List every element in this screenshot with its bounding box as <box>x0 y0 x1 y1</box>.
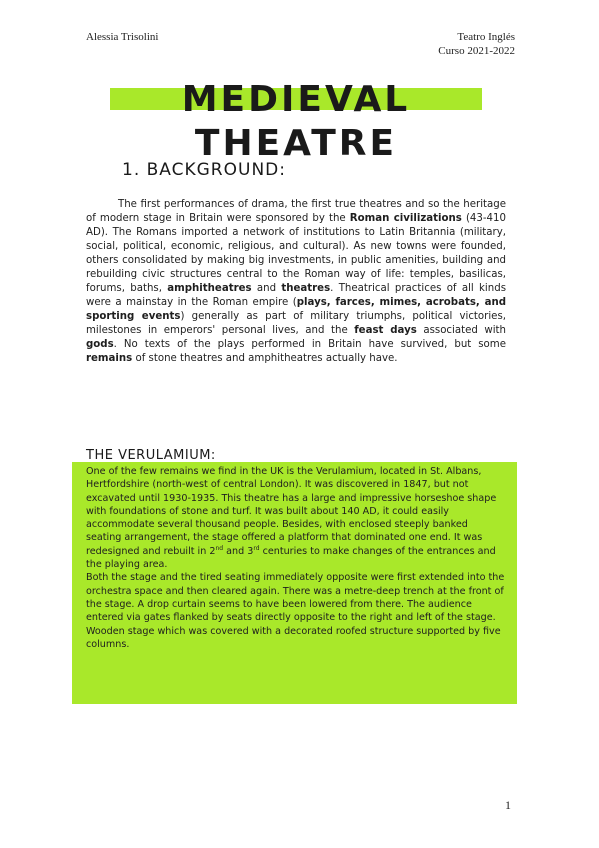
verulamium-paragraph-1: One of the few remains we find in the UK is the Verulamium, located in St. Albans, Hertfordshire (north-west of central London). It was discovered in 1847, but not excavated until 1930-1935. This theatre has a large and impressive horseshoe shape with foundations of stone and turf. It was built about 140 AD, it could easily accommodate several thousand people. Besides, with enclosed steeply banked seating arrangement, the stage offered a platform that dominated one end. It was redesigned and rebuilt in 2nd and 3rd centuries to make changes of the entrances and the playing area. <box>86 466 497 571</box>
page-number: 1 <box>505 798 511 812</box>
header-author: Alessia Trisolini <box>86 31 159 43</box>
header-right <box>438 30 515 58</box>
bold-term: feast days <box>354 325 417 336</box>
section-heading-verulamium: THE VERULAMIUM: <box>86 448 216 463</box>
verulamium-text <box>86 465 506 651</box>
bold-term: Roman civilizations <box>349 213 462 224</box>
bold-term: amphitheatres <box>167 283 252 294</box>
section-heading-background: 1. BACKGROUND: <box>122 160 286 180</box>
header-course: Curso 2021-2022 <box>438 45 515 57</box>
verulamium-paragraph-2: Both the stage and the tired seating immediately opposite were first extended into the orchestra space and then cleared again. There was a metre-deep trench at the front of the stage. A drop curtain seems to have been lowered from there. The audience entered via gates flanked by seats directly opposite to the right and left of the stage. Wooden stage which was covered with a decorated roofed structure supported by five columns. <box>86 572 505 650</box>
bold-term: gods <box>86 339 114 350</box>
page-title: MEDIEVAL THEATRE <box>181 79 411 164</box>
bold-term: remains <box>86 353 133 364</box>
header-subject: Teatro Inglés <box>457 31 515 43</box>
background-paragraph: The first performances of drama, the first true theatres and so the heritage of modern stage in Britain were sponsored by the Roman civilizations (43-410 AD). The Romans imported a network of institutions to Latin Britannia (military, social, political, economic, religious, and cultural). As new towns were founded, others consolidated by making big investments, in public amenities, building and rebuilding civic structures central to the Roman way of life: temples, basilicas, forums, baths, amphitheatres and theatres. Theatrical practices of all kinds were a mainstay in the Roman empire (plays, farces, mimes, acrobats, and sporting events) generally as part of military triumphs, political victories, milestones in emperors' personal lives, and the feast days associated with gods. No texts of the plays performed in Britain have survived, but some remains of stone theatres and amphitheatres actually have. <box>86 199 506 364</box>
bold-term: plays, farces, mimes, acrobats, and sporting events <box>86 297 506 322</box>
bold-term: theatres <box>281 283 331 294</box>
